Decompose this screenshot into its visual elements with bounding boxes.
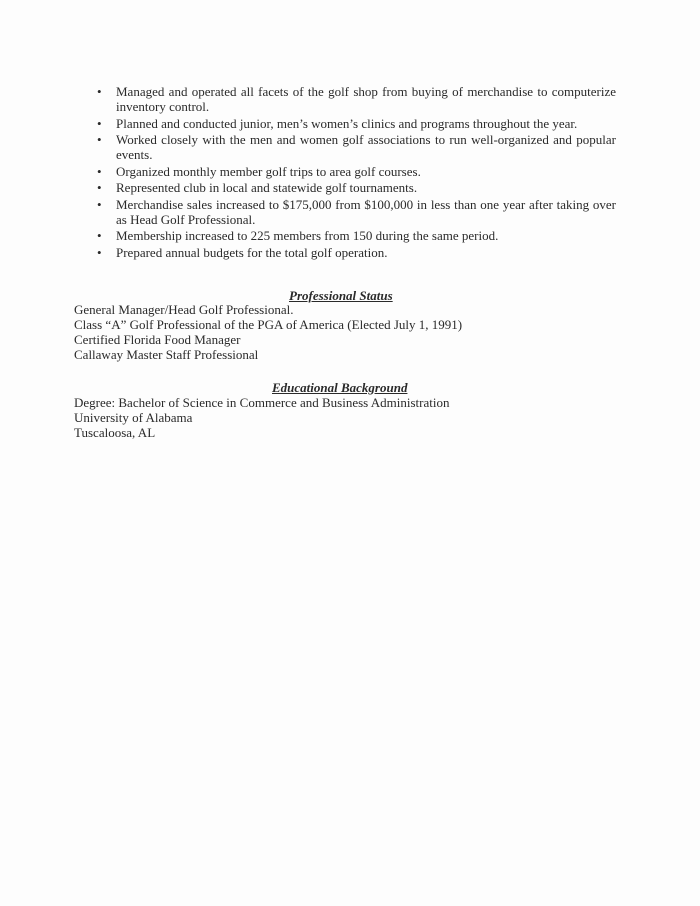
list-item bbox=[96, 197, 616, 227]
professional-status-list bbox=[74, 302, 462, 362]
list-item bbox=[96, 164, 616, 179]
professional-status-line: Class “A” Golf Professional of the PGA of America (Elected July 1, 1991) bbox=[74, 317, 463, 332]
list-item bbox=[96, 132, 616, 162]
bullet-icon: • bbox=[97, 115, 102, 131]
list-item bbox=[96, 116, 616, 131]
experience-bullet-list bbox=[96, 84, 616, 261]
bullet-text: Membership increased to 225 members from 150 during the same period. bbox=[116, 228, 499, 243]
list-item bbox=[96, 180, 616, 195]
bullet-icon: • bbox=[97, 244, 102, 260]
bullet-text: Organized monthly member golf trips to area golf courses. bbox=[116, 163, 421, 179]
bullet-text: Managed and operated all facets of the golf shop from buying of merchandise to computerize inventory control. bbox=[116, 84, 616, 114]
bullet-icon: • bbox=[97, 163, 102, 179]
education-line: Tuscaloosa, AL bbox=[74, 425, 156, 440]
professional-status-line: General Manager/Head Golf Professional. bbox=[74, 302, 294, 317]
bullet-text: Planned and conducted junior, men’s women’s clinics and programs throughout the year. bbox=[116, 115, 578, 131]
bullet-text: Prepared annual budgets for the total golf operation. bbox=[116, 244, 388, 260]
bullet-text: Worked closely with the men and women golf associations to run well-organized and popular events. bbox=[116, 132, 616, 162]
educational-background-heading: Educational Background bbox=[272, 380, 408, 395]
list-item bbox=[96, 228, 616, 243]
bullet-icon: • bbox=[97, 228, 102, 243]
education-line: Degree: Bachelor of Science in Commerce and Business Administration bbox=[74, 395, 450, 410]
bullet-icon: • bbox=[97, 84, 102, 99]
professional-status-line: Certified Florida Food Manager bbox=[74, 332, 241, 347]
bullet-text: Merchandise sales increased to $175,000 from $100,000 in less than one year after taking over as Head Golf Professional. bbox=[116, 196, 616, 227]
list-item bbox=[96, 84, 616, 114]
bullet-text: Represented club in local and statewide golf tournaments. bbox=[116, 180, 418, 195]
professional-status-line: Callaway Master Staff Professional bbox=[74, 347, 259, 362]
list-item bbox=[96, 245, 616, 260]
educational-background-list bbox=[74, 395, 449, 440]
bullet-icon: • bbox=[97, 132, 102, 147]
bullet-icon: • bbox=[97, 180, 102, 195]
professional-status-heading: Professional Status bbox=[289, 288, 393, 303]
bullet-icon: • bbox=[97, 196, 102, 212]
education-line: University of Alabama bbox=[74, 410, 193, 425]
